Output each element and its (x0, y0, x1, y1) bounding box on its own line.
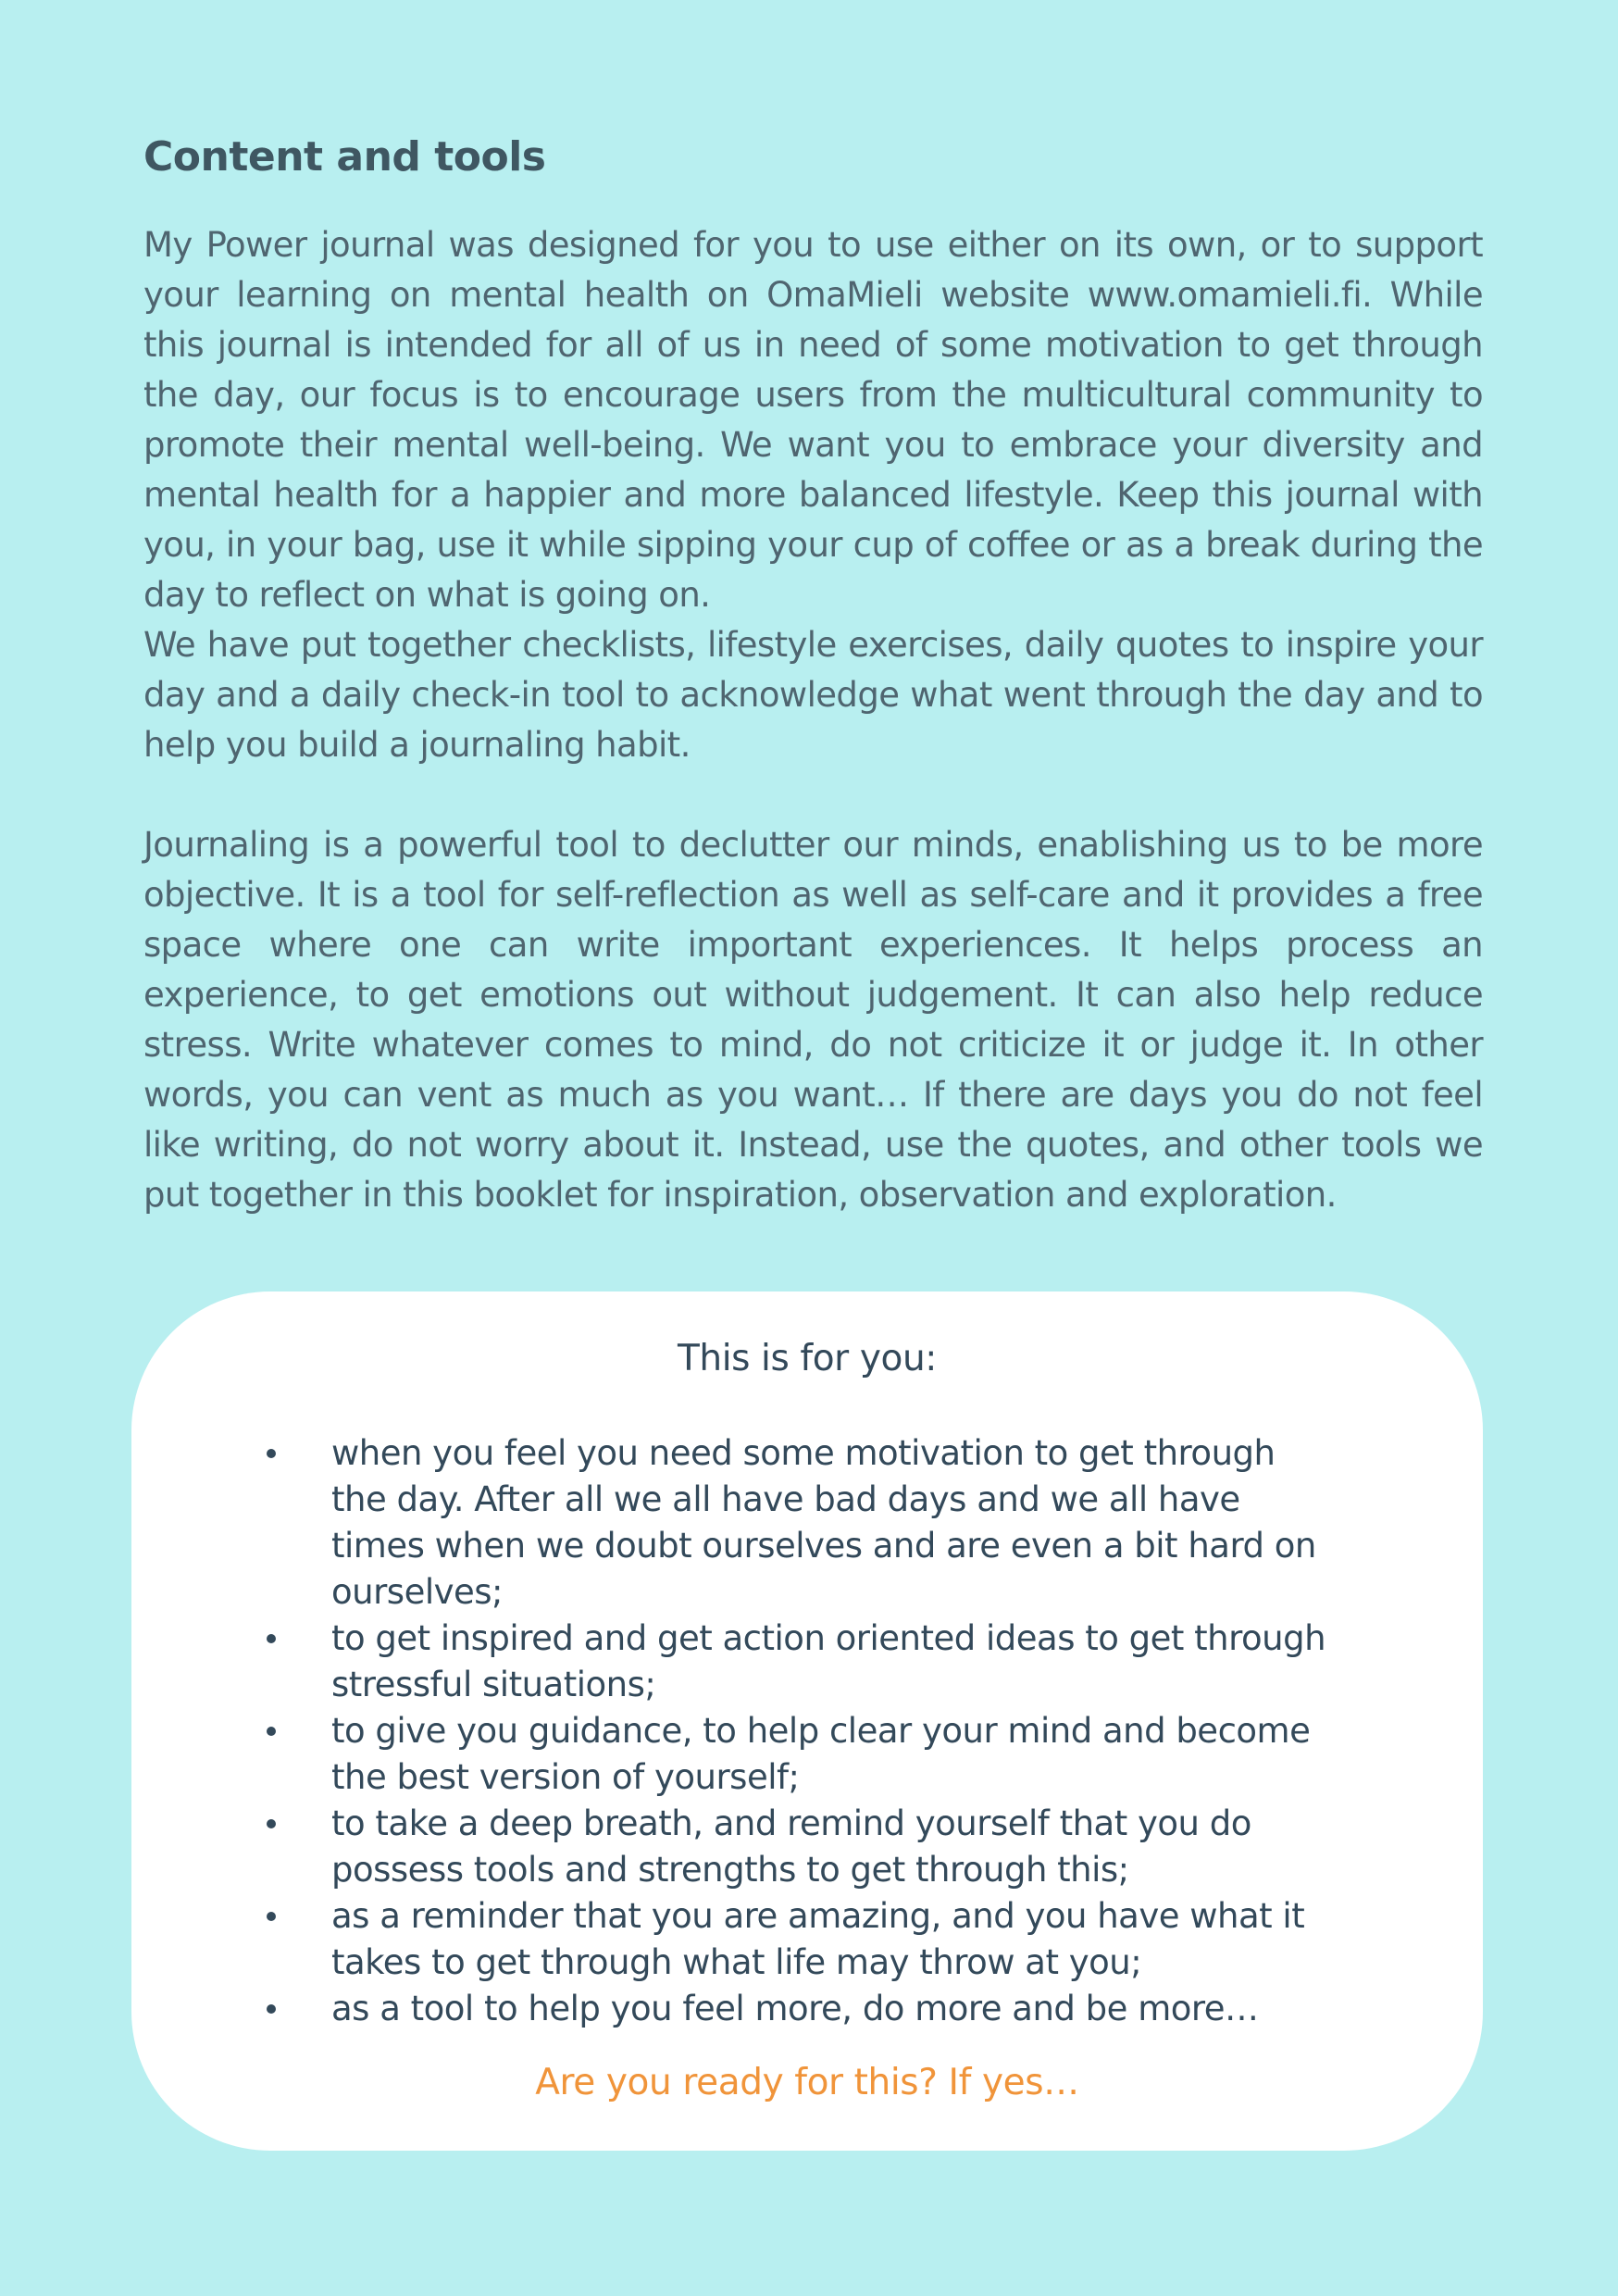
list-item-text: to give you guidance, to help clear your mind and become the best version of yourself; (331, 1711, 1311, 1797)
bullet-icon (267, 1819, 276, 1828)
list-item (243, 1893, 1335, 1986)
bullet-icon (267, 1912, 276, 1921)
bullet-icon (267, 1449, 276, 1458)
list-item (243, 1708, 1335, 1801)
list-item (243, 1801, 1335, 1893)
card-title: This is for you: (677, 1338, 938, 1379)
list-item (243, 1430, 1335, 1616)
bullet-icon (267, 1634, 276, 1643)
for-you-card (131, 1292, 1483, 2151)
closing-prompt: Are you ready for this? If yes… (535, 2062, 1079, 2103)
content-section (143, 130, 1483, 1220)
list-item-text: when you feel you need some motivation to get through the day. After all we all have bad days and we all have times when we doubt ourselves and are even a bit hard on ourselves; (331, 1433, 1316, 1612)
list-item-text: as a tool to help you feel more, do more and be more… (331, 1989, 1259, 2028)
list-item-text: to take a deep breath, and remind yourself that you do possess tools and strengths to get through this; (331, 1803, 1251, 1890)
tools-paragraph: We have put together checklists, lifestyle exercises, daily quotes to inspire your day and a daily check-in tool to acknowledge what went through the day and to help you build a journaling habit. (143, 625, 1483, 765)
for-you-list (243, 1430, 1335, 2032)
list-item (243, 1986, 1335, 2032)
list-item-text: to get inspired and get action oriented ideas to get through stressful situations; (331, 1618, 1326, 1704)
intro-paragraph: My Power journal was designed for you to use either on its own, or to support your learning on mental health on OmaMieli website www.omamieli.fi. While this journal is intended for all of us in need of some motivation to get through the day, our focus is to encourage users from the multicultural community to promote their mental well-being. We want you to embrace your diversity and mental health for a happier and more balanced lifestyle. Keep this journal with you, in your bag, use it while sipping your cup of coffee or as a break during the day to reflect on what is going on. (143, 225, 1483, 615)
bullet-icon (267, 1727, 276, 1736)
list-item-text: as a reminder that you are amazing, and you have what it takes to get through what life may throw at you; (331, 1896, 1305, 1982)
page-heading: Content and tools (143, 133, 546, 181)
list-item (243, 1616, 1335, 1708)
bullet-icon (267, 2004, 276, 2014)
journaling-paragraph: Journaling is a powerful tool to declutter our minds, enablishing us to be more objective. It is a tool for self-reflection as well as self-care and it provides a free space where one can write important experiences. It helps process an experience, to get emotions out without judgement. It can also help reduce stress. Write whatever comes to mind, do not criticize it or judge it. In other words, you can vent as much as you want… If there are days you do not feel like writing, do not worry about it. Instead, use the quotes, and other tools we put together in this booklet for inspiration, observation and exploration. (143, 825, 1483, 1215)
